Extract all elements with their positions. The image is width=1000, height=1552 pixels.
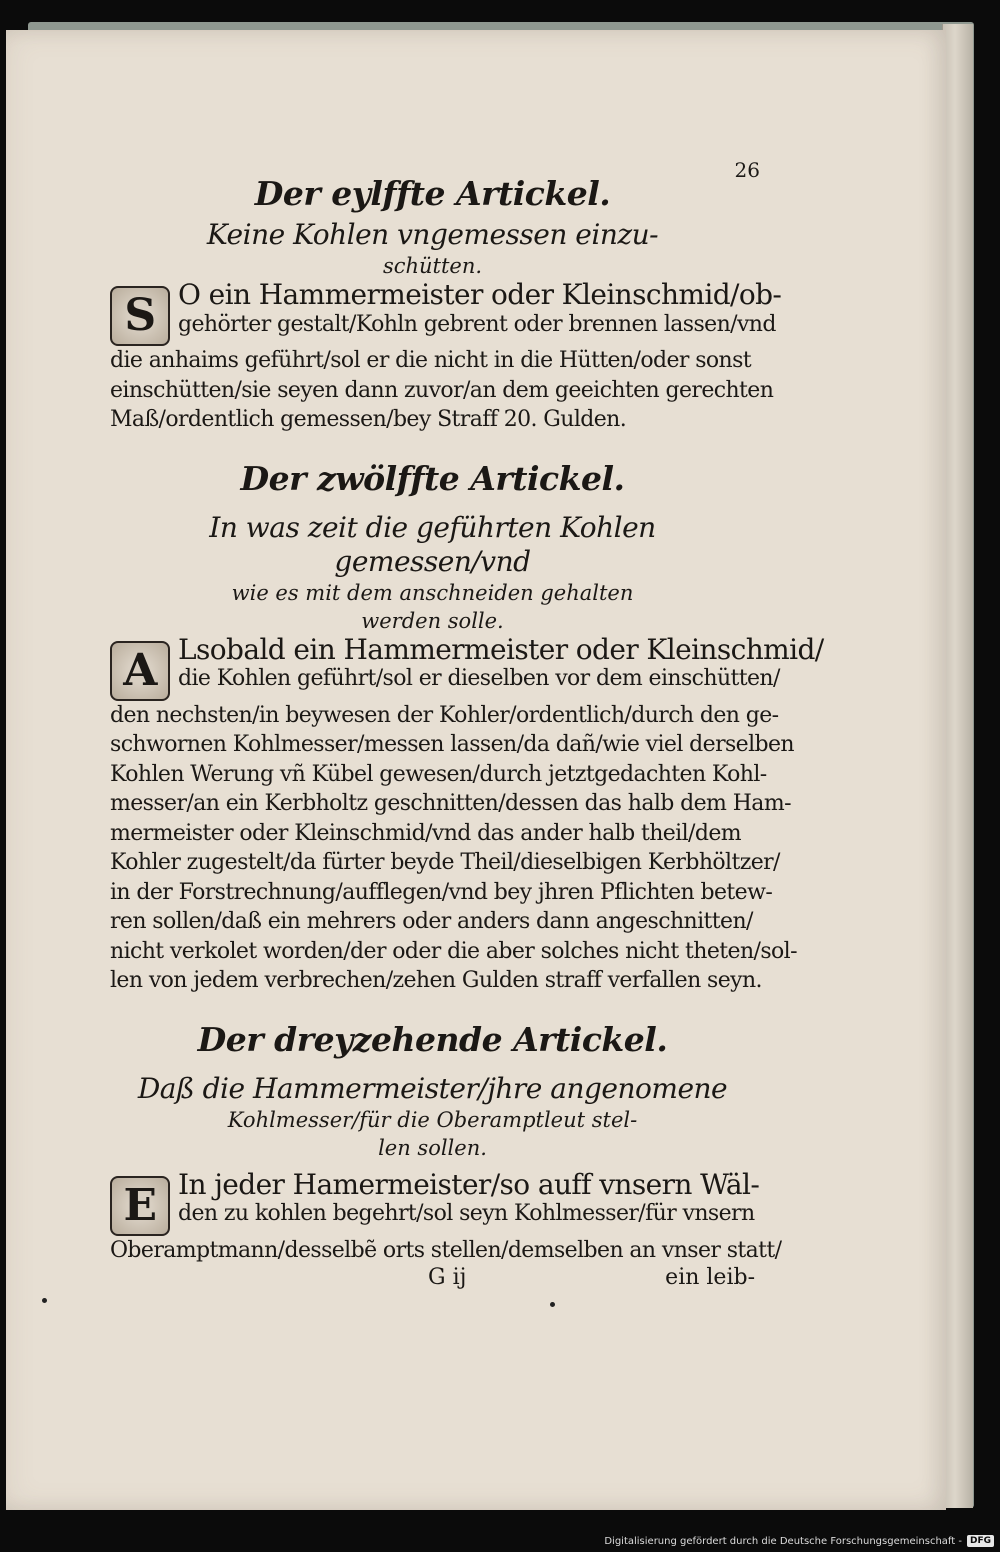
catchword: ein leib- bbox=[665, 1265, 755, 1290]
paragraph-line: die anhaims geführt/sol er die nicht in die Hütten/oder sonst bbox=[110, 348, 752, 373]
article-subheading-line: Kohlmesser/für die Oberamptleut stel- bbox=[227, 1107, 638, 1132]
paragraph-line: len von jedem verbrechen/zehen Gulden straff verfallen seyn. bbox=[110, 968, 762, 993]
paragraph-line: in der Forstrechnung/aufflegen/vnd bey jhren Pflichten betew- bbox=[110, 879, 773, 905]
paragraph-line: In jeder Hamermeister/so auff vnsern Wäl- bbox=[178, 1167, 760, 1201]
article-paragraph bbox=[110, 1167, 782, 1266]
page-footer-line bbox=[110, 1265, 755, 1295]
paragraph-line: O ein Hammermeister oder Kleinschmid/ob- bbox=[178, 278, 782, 311]
paragraph-line: Kohler zugestelt/da fürter beyde Theil/dieselbigen Kerbhöltzer/ bbox=[110, 850, 780, 875]
article-paragraph bbox=[110, 632, 824, 996]
paragraph-line: messer/an ein Kerbholtz geschnitten/dessen das halb dem Ham- bbox=[110, 791, 791, 816]
article-heading: Der eylffte Artickel. bbox=[254, 174, 611, 213]
article-paragraph bbox=[110, 278, 782, 435]
paragraph-line: schwornen Kohlmesser/messen lassen/da dañ/wie viel derselben bbox=[110, 732, 795, 757]
article-heading: Der dreyzehende Artickel. bbox=[197, 1019, 668, 1059]
article-subheading-line: Keine Kohlen vngemessen einzu- bbox=[206, 218, 659, 251]
page-edge bbox=[942, 24, 973, 1508]
digitization-footer bbox=[0, 1530, 1000, 1552]
footer-text: Digitalisierung gefördert durch die Deutsche Forschungsgemeinschaft - bbox=[604, 1535, 962, 1547]
article-subheading-line: schütten. bbox=[382, 254, 483, 278]
signature-mark: G ij bbox=[428, 1265, 467, 1290]
decorated-initial: A bbox=[110, 641, 170, 701]
paragraph-line: Maß/ordentlich gemessen/bey Straff 20. Gulden. bbox=[110, 407, 627, 432]
page-number: 26 bbox=[734, 158, 760, 182]
article-11 bbox=[110, 174, 782, 435]
paragraph-line: Lsobald ein Hammermeister oder Kleinschmid/ bbox=[178, 632, 824, 666]
ink-dot bbox=[550, 1302, 555, 1307]
article-heading: Der zwölffte Artickel. bbox=[240, 458, 625, 498]
paragraph-line: Kohlen Werung vñ Kübel gewesen/durch jetztgedachten Kohl- bbox=[110, 761, 767, 787]
ink-dot bbox=[42, 1298, 47, 1303]
article-subheading-line: werden solle. bbox=[361, 608, 504, 633]
dfg-logo-icon[interactable]: DFG bbox=[967, 1535, 994, 1547]
paragraph-line: gehörter gestalt/Kohln gebrent oder brennen lassen/vnd bbox=[178, 311, 776, 337]
paragraph-line: Oberamptmann/desselbẽ orts stellen/demselben an vnser statt/ bbox=[110, 1237, 782, 1263]
paragraph-line: den zu kohlen begehrt/sol seyn Kohlmesser/für vnsern bbox=[178, 1201, 755, 1226]
paragraph-line: einschütten/sie seyen dann zuvor/an dem geeichten gerechten bbox=[110, 377, 774, 403]
paragraph-line: die Kohlen geführt/sol er dieselben vor dem einschütten/ bbox=[178, 666, 780, 691]
decorated-initial: E bbox=[110, 1176, 170, 1236]
article-subheading-line: len sollen. bbox=[378, 1135, 487, 1160]
article-13 bbox=[110, 1019, 782, 1296]
paragraph-line: nicht verkolet worden/der oder die aber solches nicht theten/sol- bbox=[110, 938, 797, 964]
decorated-initial: S bbox=[110, 286, 170, 346]
paragraph-line: ren sollen/daß ein mehrers oder anders dann angeschnitten/ bbox=[110, 909, 753, 934]
paragraph-line: mermeister oder Kleinschmid/vnd das ander halb theil/dem bbox=[110, 820, 742, 846]
article-subheading-line: Daß die Hammermeister/jhre angenomene bbox=[137, 1071, 728, 1105]
article-subheading-line: wie es mit dem anschneiden gehalten bbox=[231, 580, 634, 605]
article-subheading-line: In was zeit die geführten Kohlen gemessen/vnd bbox=[209, 510, 656, 578]
article-12 bbox=[110, 458, 824, 996]
paragraph-line: den nechsten/in beywesen der Kohler/ordentlich/durch den ge- bbox=[110, 702, 779, 728]
